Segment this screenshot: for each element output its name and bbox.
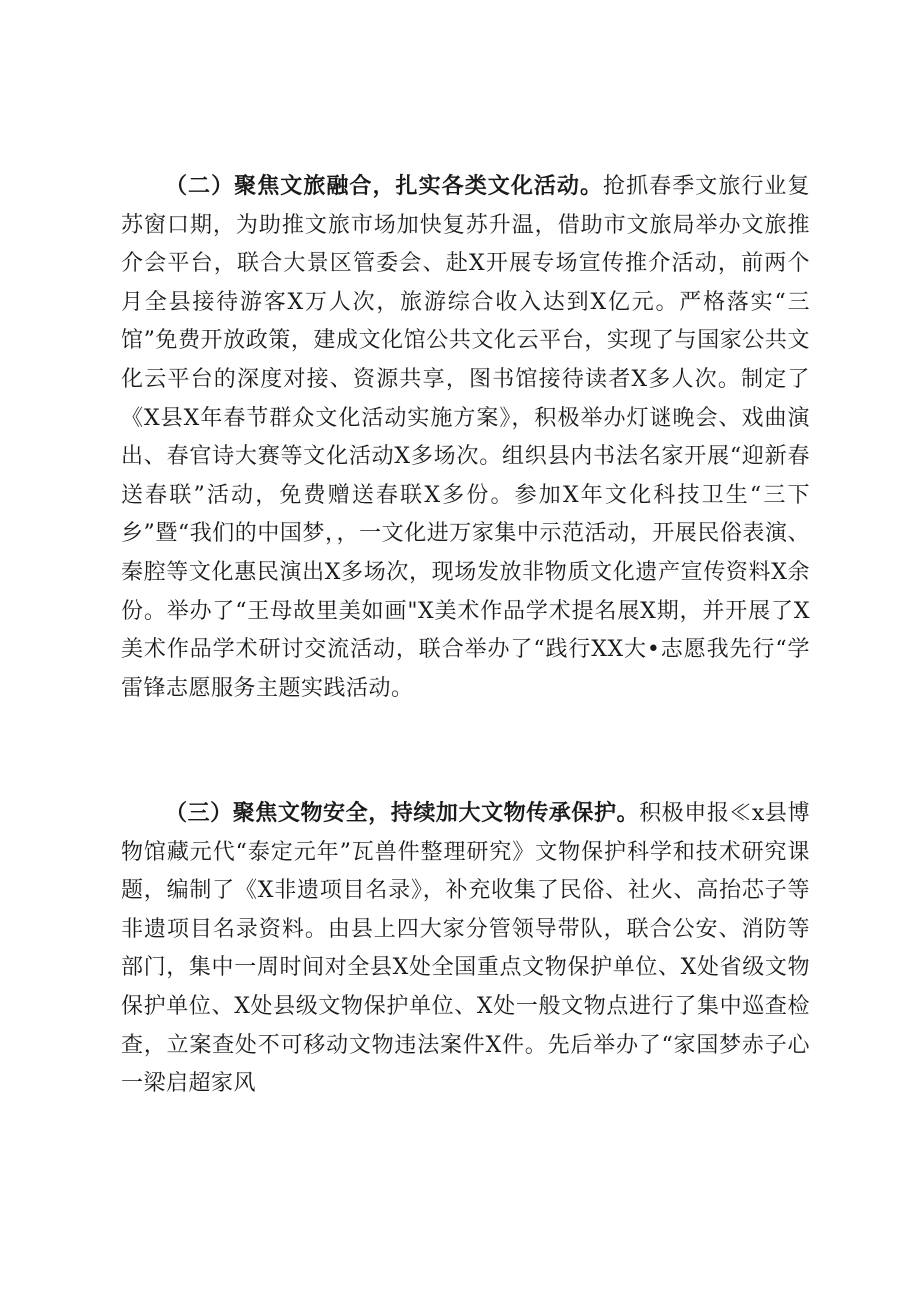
section-3-body: 积极申报≪x县博物馆藏元代“泰定元年”瓦兽件整理研究》文物保护科学和技术研究课题，编制了《X非遗项目名录》，补充收集了民俗、社火、高抬芯子等非遗项目名录资料。由县上四大家分管领导带队，联合公安、消防等部门，集中一周时间对全县X处全国重点文物保护单位、X处省级文物保护单位、X处县级文物保护单位、X处一般文物点进行了集中巡查检查，立案查处不可移动文物违法案件X件。先后举办了“家国梦赤子心一梁启超家风 (121, 801, 810, 1097)
section-2-heading: （二）聚焦文旅融合，扎实各类文化活动。 (165, 173, 604, 199)
paragraph-section-2 (121, 167, 810, 708)
paragraph-section-3 (121, 794, 810, 1104)
section-3-heading: （三）聚焦文物安全，持续加大文物传承保护。 (165, 800, 640, 826)
section-2-body: 抢抓春季文旅行业复苏窗口期，为助推文旅市场加快复苏升温，借助市文旅局举办文旅推介会平台，联合大景区管委会、赴X开展专场宣传推介活动，前两个月全县接待游客X万人次，旅游综合收入达到X亿元。严格落实“三馆”免费开放政策，建成文化馆公共文化云平台，实现了与国家公共文化云平台的深度对接、资源共享，图书馆接待读者X多人次。制定了《X县X年春节群众文化活动实施方案》，积极举办灯谜晚会、戏曲演出、春官诗大赛等文化活动X多场次。组织县内书法名家开展“迎新春送春联”活动，免费赠送春联X多份。参加X年文化科技卫生“三下乡”暨“我们的中国梦，，一文化进万家集中示范活动，开展民俗表演、秦腔等文化惠民演出X多场次，现场发放非物质文化遗产宣传资料X余份。举办了“王母故里美如画"X美术作品学术提名展X期，并开展了X美术作品学术研讨交流活动，联合举办了“践行XX大•志愿我先行“学雷锋志愿服务主题实践活动。 (121, 174, 810, 701)
